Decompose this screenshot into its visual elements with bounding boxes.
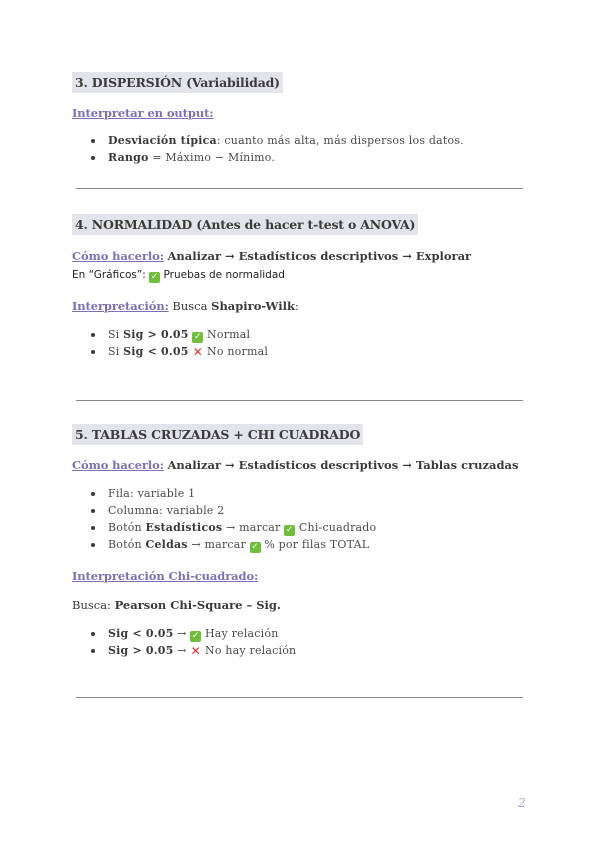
section-3-heading-wrap (72, 72, 532, 93)
section-5-results (72, 625, 296, 659)
section-3-list (72, 132, 464, 166)
check-mark-icon: ✓ (285, 525, 294, 535)
result: No hay relación (201, 644, 297, 657)
arrow: → (173, 644, 191, 657)
section-5-steps (72, 485, 376, 553)
section-5-interp-line (72, 568, 258, 584)
definition: : cuanto más alta, más dispersos los datos. (216, 134, 464, 147)
list-item (72, 326, 268, 343)
section-3-subheading: Interpretar en output: (72, 106, 214, 120)
condition: Sig > 0.05 (108, 644, 174, 657)
result: Hay relación (201, 627, 279, 640)
step-action: → marcar (222, 521, 285, 534)
result: No normal (203, 345, 269, 358)
cross-mark-icon: ✕ (190, 644, 201, 658)
result: Normal (203, 328, 251, 341)
list-item (72, 132, 464, 149)
check-mark-icon: ✓ (191, 631, 200, 641)
option: % por filas TOTAL (260, 538, 370, 551)
section-4-graphs-line (72, 266, 285, 283)
interp-pre: Busca (168, 299, 212, 313)
step-text: Columna: variable 2 (108, 504, 225, 517)
option: Chi-cuadrado (295, 521, 377, 534)
list-item (72, 343, 268, 360)
menu-path: Analizar → Estadísticos descriptivos → Tablas cruzadas (167, 458, 519, 472)
interp-label: Interpretación Chi-cuadrado: (72, 569, 259, 583)
list-item (72, 485, 376, 502)
section-5-heading-wrap (72, 424, 532, 445)
check-mark-icon: ✓ (150, 272, 159, 282)
interp-term: Shapiro-Wilk (211, 299, 295, 313)
section-4-heading: 4. NORMALIDAD (Antes de hacer t-test o ANOVA) (72, 214, 418, 235)
search-term: Pearson Chi-Square – Sig. (114, 598, 281, 612)
interp-label: Interpretación: (72, 299, 169, 313)
list-item (72, 536, 376, 553)
section-5-how-line (72, 457, 518, 473)
step-text: Botón (108, 538, 146, 551)
button-name: Estadísticos (145, 521, 223, 534)
section-4-list (72, 326, 268, 360)
list-item (72, 642, 296, 659)
definition: = Máximo − Mínimo. (148, 151, 276, 164)
graphs-item: Pruebas de normalidad (160, 269, 285, 281)
section-5-search-line (72, 597, 281, 613)
step-text: Botón (108, 521, 146, 534)
divider (76, 188, 523, 189)
section-3-subheading-line (72, 105, 213, 121)
page-number: 2 (518, 796, 526, 810)
term: Rango (108, 151, 149, 164)
list-item (72, 625, 296, 642)
section-4-heading-wrap (72, 214, 532, 235)
prefix: Si (108, 345, 124, 358)
divider (76, 400, 523, 401)
condition: Sig < 0.05 (123, 345, 189, 358)
prefix: Si (108, 328, 124, 341)
arrow: → (173, 627, 191, 640)
interp-post: : (294, 299, 299, 313)
section-4-interp-line (72, 298, 299, 314)
list-item (72, 519, 376, 536)
cross-mark-icon: ✕ (192, 345, 203, 359)
condition: Sig < 0.05 (108, 627, 174, 640)
button-name: Celdas (145, 538, 188, 551)
step-text: Fila: variable 1 (108, 487, 196, 500)
term: Desviación típica (108, 134, 217, 147)
section-5-heading: 5. TABLAS CRUZADAS + CHI CUADRADO (72, 424, 363, 445)
list-item (72, 502, 376, 519)
divider (76, 697, 523, 698)
list-item (72, 149, 464, 166)
graphs-text: En “Gráficos”: (72, 269, 150, 281)
how-label: Cómo hacerlo: (72, 458, 164, 472)
section-3-heading: 3. DISPERSIÓN (Variabilidad) (72, 72, 283, 93)
check-mark-icon: ✓ (193, 332, 202, 342)
menu-path: Analizar → Estadísticos descriptivos → Explorar (167, 249, 472, 263)
section-4-how-line (72, 248, 471, 264)
how-label: Cómo hacerlo: (72, 249, 164, 263)
condition: Sig > 0.05 (123, 328, 189, 341)
step-action: → marcar (187, 538, 250, 551)
search-pre: Busca: (72, 598, 115, 612)
check-mark-icon: ✓ (251, 542, 259, 552)
